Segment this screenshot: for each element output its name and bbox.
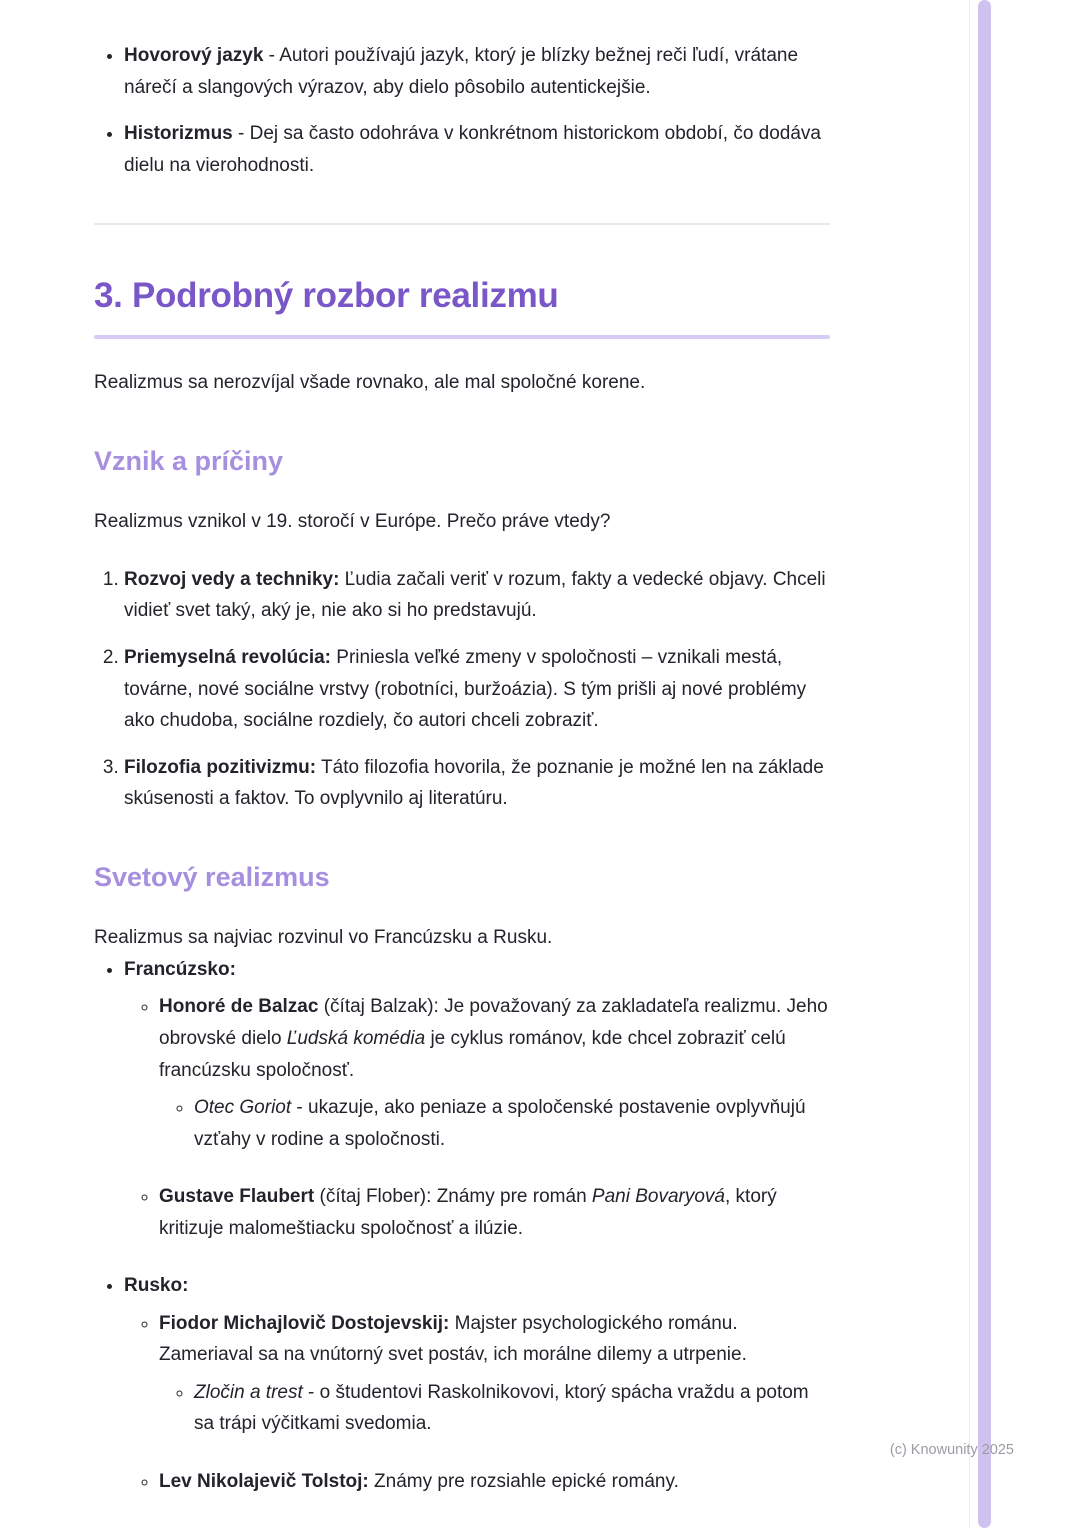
russia-author-list bbox=[124, 1308, 830, 1498]
country-item-russia bbox=[124, 1270, 830, 1497]
item-text: Priniesla veľké zmeny v spoločnosti – vznikali mestá, továrne, nové sociálne vrstvy (robotníci, buržoázia). S tým prišli aj nové problémy ako chudoba, sociálne rozdiely, čo autori chceli zobraziť. bbox=[124, 647, 807, 732]
title-underline-bar bbox=[94, 335, 830, 339]
item-term: Priemyselná revolúcia: bbox=[124, 647, 331, 668]
bullet-term: Historizmus bbox=[124, 123, 233, 145]
author-name: Gustave Flaubert bbox=[159, 1186, 315, 1208]
author-text: , ktorý kritizuje malomeštiacku spoločnosť a ilúzie. bbox=[159, 1186, 777, 1239]
item-term: Filozofia pozitivizmu: bbox=[124, 756, 317, 778]
author-text: Známy pre rozsiahle epické romány. bbox=[368, 1470, 679, 1492]
country-item-france bbox=[124, 954, 830, 1244]
page-edge-line bbox=[969, 0, 970, 1528]
heading-vznik-a-priciny: Vznik a príčiny bbox=[94, 445, 284, 476]
vznik-intro: Realizmus vznikol v 19. storočí v Európe. Prečo práve vtedy? bbox=[94, 511, 611, 533]
section-intro: Realizmus sa nerozvíjal všade rovnako, ale mal spoločné korene. bbox=[94, 372, 646, 394]
author-item-tolstoj bbox=[159, 1466, 830, 1498]
balzac-work-list bbox=[159, 1092, 830, 1155]
france-author-list bbox=[124, 991, 830, 1244]
bullet-term: Hovorový jazyk bbox=[124, 45, 264, 66]
top-bullet-list bbox=[94, 40, 830, 181]
work-text: - ukazuje, ako peniaze a spoločenské postavenie ovplyvňujú vzťahy v rodine a spoločnosti. bbox=[194, 1097, 806, 1150]
work-text: - o študentovi Raskolnikovovi, ktorý spácha vraždu a potom sa trápi výčitkami svedomia. bbox=[194, 1381, 809, 1435]
dostojevskij-work-list bbox=[159, 1377, 830, 1440]
work-title: Ľudská komédia bbox=[286, 1028, 426, 1049]
author-text: (čítaj Flober): Známy pre román bbox=[314, 1186, 592, 1208]
item-text: Ľudia začali veriť v rozum, fakty a vedecké objavy. Chceli vidieť svet taký, aký je, nie ako si ho predstavujú. bbox=[124, 568, 826, 622]
author-name: Honoré de Balzac bbox=[159, 996, 319, 1018]
item-term: Rozvoj vedy a techniky: bbox=[124, 568, 340, 590]
section-divider bbox=[94, 223, 830, 225]
ordered-item-priemyselna-revolucia bbox=[124, 642, 830, 737]
author-item-dostojevskij bbox=[159, 1308, 830, 1440]
author-name: Lev Nikolajevič Tolstoj: bbox=[159, 1470, 369, 1492]
work-title: Otec Goriot bbox=[194, 1097, 292, 1119]
bullet-text: - Dej sa často odohráva v konkrétnom historickom období, čo dodáva dielu na vierohodnosti. bbox=[124, 123, 821, 176]
bullet-item-historizmus bbox=[124, 118, 830, 181]
author-item-flaubert bbox=[159, 1181, 830, 1244]
work-item-zlocin-a-trest bbox=[194, 1377, 830, 1440]
author-name: Fiodor Michajlovič Dostojevskij: bbox=[159, 1312, 450, 1334]
document-content bbox=[94, 40, 830, 1497]
country-label: Rusko: bbox=[124, 1275, 189, 1297]
ordered-item-rozvoj-vedy bbox=[124, 564, 830, 627]
bullet-text: - Autori používajú jazyk, ktorý je blízky bežnej reči ľudí, vrátane nárečí a slangových výrazov, aby dielo pôsobilo autentickejšie. bbox=[124, 45, 799, 98]
country-list bbox=[94, 954, 830, 1497]
item-text: Táto filozofia hovorila, že poznanie je možné len na základe skúsenosti a faktov. To ovplyvnilo aj literatúru. bbox=[124, 756, 824, 810]
work-title: Pani Bovaryová bbox=[591, 1186, 725, 1208]
work-item-otec-goriot bbox=[194, 1092, 830, 1155]
section-title: 3. Podrobný rozbor realizmu bbox=[94, 276, 559, 316]
bullet-item-hovorovy-jazyk bbox=[124, 40, 830, 103]
svetovy-intro: Realizmus sa najviac rozvinul vo Francúzsku a Rusku. bbox=[94, 927, 553, 949]
scrollbar-thumb[interactable] bbox=[978, 0, 991, 1528]
author-text: Majster psychologického románu. Zameriaval sa na vnútorný svet postáv, ich morálne dilemy a utrpenie. bbox=[159, 1312, 747, 1366]
vznik-ordered-list bbox=[94, 564, 830, 815]
author-text: (čítaj Balzak): Je považovaný za zakladateľa realizmu. Jeho obrovské dielo bbox=[159, 996, 828, 1049]
work-title: Zločin a trest bbox=[194, 1381, 303, 1403]
author-item-balzac bbox=[159, 991, 830, 1155]
author-text: je cyklus románov, kde chcel zobraziť celú francúzsku spoločnosť. bbox=[159, 1028, 786, 1081]
country-label: Francúzsko: bbox=[124, 958, 236, 980]
heading-svetovy-realizmus: Svetový realizmus bbox=[94, 861, 330, 892]
footer-copyright: (c) Knowunity 2025 bbox=[889, 1442, 1014, 1458]
ordered-item-filozofia-pozitivizmu bbox=[124, 752, 830, 815]
